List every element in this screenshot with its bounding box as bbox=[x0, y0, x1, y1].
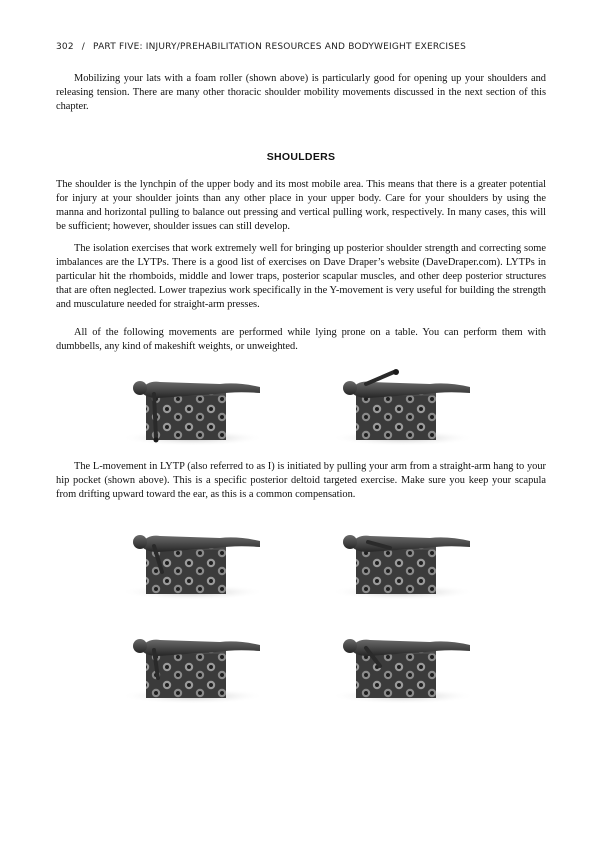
paragraph-lytps: The isolation exercises that work extremely well for bringing up posterior shoulder strength and correcting some imbalances are the LYTPs. There is a good list of exercises on Dave Draper’s website (DaveDraper.com). LYTPs in particular hit the rhomboids, middle and lower traps, posterior scapular muscles, and other deep posterior structures that are often neglected. Lower trapezius work specifically in the Y-movement is very useful for building the strength and musculature needed for straight-arm presses. bbox=[56, 243, 546, 310]
section-heading-shoulders: SHOULDERS bbox=[266, 151, 336, 163]
prone-figure-image bbox=[328, 626, 478, 704]
paragraph-l-movement: The L-movement in LYTP (also referred to as I) is initiated by pulling your arm from a straight-arm hang to your hip pocket (shown above). This is a specific posterior deltoid targeted exercise. Make sure you keep your scapula from drifting upward toward the ear, as this is a common compensation. bbox=[56, 461, 546, 500]
page-number: 302 bbox=[56, 42, 74, 52]
paragraph-shoulder-intro: The shoulder is the lynchpin of the upper body and its most mobile area. This means that there is a greater potential for injury at your shoulder joints than any other place in your upper body. Care for your shoulders by using the manna and horizontal pulling to balance out pressing and vertical pulling work, respectively. In many cases, this will be sufficient; however, shoulder issues can still develop. bbox=[56, 179, 546, 232]
paragraph-prone-table: All of the following movements are performed while lying prone on a table. You can perform them with dumbbells, any kind of makeshift weights, or unweighted. bbox=[56, 327, 546, 352]
part-title: PART FIVE: INJURY/PREHABILITATION RESOURCES AND BODYWEIGHT EXERCISES bbox=[93, 42, 466, 52]
header-separator: / bbox=[81, 42, 86, 52]
prone-figure-arm-raised-image bbox=[328, 368, 478, 446]
paragraph-lats-mobility: Mobilizing your lats with a foam roller (shown above) is particularly good for opening up your shoulders and releasing tension. There are many other thoracic shoulder mobility movements discussed in the next section of this chapter. bbox=[56, 73, 546, 112]
running-head bbox=[56, 42, 546, 52]
prone-figure-image bbox=[118, 626, 268, 704]
prone-figure-arm-hanging-image bbox=[118, 368, 268, 446]
prone-figure-image bbox=[328, 522, 478, 600]
prone-figure-image bbox=[118, 522, 268, 600]
